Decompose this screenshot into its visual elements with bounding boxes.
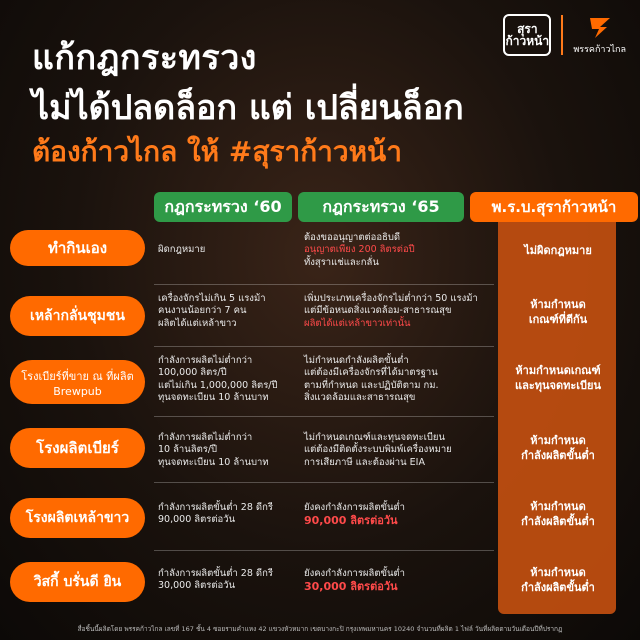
row-divider — [154, 416, 494, 417]
row-0-col-2 — [304, 232, 494, 269]
sura-logo-text: สุรา ก้าวหน้า — [505, 22, 550, 48]
column-header-act: พ.ร.บ.สุราก้าวหน้า — [470, 192, 638, 222]
row-4-col-1: กำลังการผลิตขั้นต่ำ 28 ดีกรี 90,000 ลิตรต่อวัน — [158, 502, 273, 526]
row-4-col-2-line-b: 90,000 ลิตรต่อวัน — [304, 514, 398, 528]
title-line-1: แก้กฎกระทรวง — [32, 38, 257, 78]
row-divider — [154, 346, 494, 347]
row-0-col-2-line-c: ทั้งสุราแช่และกลั่น — [304, 256, 379, 268]
row-label-homebrew: ทำกินเอง — [10, 230, 145, 266]
sura-kaona-logo — [503, 14, 551, 56]
row-3-col-3: ห้ามกำหนด กำลังผลิตขั้นต่ำ — [521, 434, 595, 462]
column-header-2560: กฎกระทรวง ‘60 — [154, 192, 292, 222]
row-label-whisky-brandy-gin: วิสกี้ บรั่นดี ยิน — [10, 562, 145, 602]
row-0-col-2-line-b: อนุญาตเพียง 200 ลิตรต่อปี — [304, 244, 415, 256]
row-label-community-liquor: เหล้ากลั่นชุมชน — [10, 296, 145, 336]
row-divider — [154, 550, 494, 551]
party-logo-text: พรรคก้าวไกล — [573, 45, 626, 55]
row-5-col-2-line-a: ยังคงกำลังการผลิตขั้นต่ำ — [304, 568, 405, 579]
title-line-3: ต้องก้าวไกล ให้ #สุราก้าวหน้า — [32, 135, 402, 168]
row-1-col-3: ห้ามกำหนด เกณฑ์ที่ตีกัน — [528, 298, 588, 326]
row-5-col-2-line-b: 30,000 ลิตรต่อวัน — [304, 580, 398, 594]
row-5-col-3: ห้ามกำหนด กำลังผลิตขั้นต่ำ — [521, 566, 595, 594]
row-3-col-1: กำลังการผลิตไม่ต่ำกว่า 10 ล้านลิตร/ปี ทุนจดทะเบียน 10 ล้านบาท — [158, 432, 269, 468]
row-4-col-3: ห้ามกำหนด กำลังผลิตขั้นต่ำ — [521, 500, 595, 528]
row-4-col-2 — [304, 502, 494, 529]
row-2-col-1: กำลังการผลิตไม่ต่ำกว่า 100,000 ลิตร/ปี แต่ไม่เกิน 1,000,000 ลิตร/ปี ทุนจดทะเบียน 10 ล้านบาท — [158, 355, 278, 404]
row-0-col-3: ไม่ผิดกฎหมาย — [524, 244, 592, 257]
row-5-col-2 — [304, 568, 494, 595]
row-0-col-1: ผิดกฎหมาย — [158, 244, 206, 255]
row-divider — [154, 284, 494, 285]
column-header-2565: กฎกระทรวง ‘65 — [298, 192, 464, 222]
footer-disclaimer: สื่อชิ้นนี้ผลิตโดย พรรคก้าวไกล เลขที่ 167 ชั้น 4 ซอยรามคำแหง 42 แขวงหัวหมาก เขตบางกะปิ กรุงเทพมหานคร 10240 จำนวนที่ผลิต 1 ไฟล์ วันที่ผลิตตามวันเดือนปีที่ปรากฏ — [77, 625, 563, 633]
row-divider — [154, 482, 494, 483]
row-2-col-2: ไม่กำหนดกำลังผลิตขั้นต่ำ แต่ต้องมีเครื่องจักรที่ได้มาตรฐาน ตามที่กำหนด และปฏิบัติตาม กม. สิ่งแวดล้อมและสาธารณสุข — [304, 355, 439, 404]
column-3-background — [498, 222, 616, 614]
row-5-col-1: กำลังการผลิตขั้นต่ำ 28 ดีกรี 30,000 ลิตรต่อวัน — [158, 568, 273, 592]
party-arrow-icon — [587, 14, 613, 40]
title-line-2: ไม่ได้ปลดล็อก แต่ เปลี่ยนล็อก — [32, 88, 464, 128]
row-1-col-2 — [304, 293, 494, 330]
row-label-brewery: โรงผลิตเบียร์ — [10, 428, 145, 468]
row-label-brewpub: โรงเบียร์ที่ขาย ณ ที่ผลิต Brewpub — [10, 360, 145, 404]
row-3-col-2: ไม่กำหนดเกณฑ์และทุนจดทะเบียน แต่ต้องมีติดตั้งระบบพิมพ์เครื่องหมาย การเสียภาษี และต้องผ่าน EIA — [304, 432, 452, 468]
row-1-col-2-line-a: เพิ่มประเภทเครื่องจักรไม่ต่ำกว่า 50 แรงม้า แต่มีข้อหนดสิ่งแวดล้อม-สาธารณสุข — [304, 293, 478, 317]
row-0-col-2-line-a: ต้องขออนุญาตต่ออธิบดี — [304, 232, 401, 243]
row-label-white-liquor: โรงผลิตเหล้าขาว — [10, 498, 145, 538]
row-1-col-1: เครื่องจักรไม่เกิน 5 แรงม้า คนงานน้อยกว่า 7 คน ผลิตได้แต่เหล้าขาว — [158, 293, 266, 329]
row-1-col-2-line-b: ผลิตได้แต่เหล้าขาวเท่านั้น — [304, 317, 411, 329]
logo-divider — [561, 15, 563, 55]
row-4-col-2-line-a: ยังคงกำลังการผลิตขั้นต่ำ — [304, 502, 405, 513]
logo-group — [503, 14, 626, 56]
row-2-col-3: ห้ามกำหนดเกณฑ์ และทุนจดทะเบียน — [515, 364, 601, 392]
move-forward-logo — [573, 14, 626, 56]
